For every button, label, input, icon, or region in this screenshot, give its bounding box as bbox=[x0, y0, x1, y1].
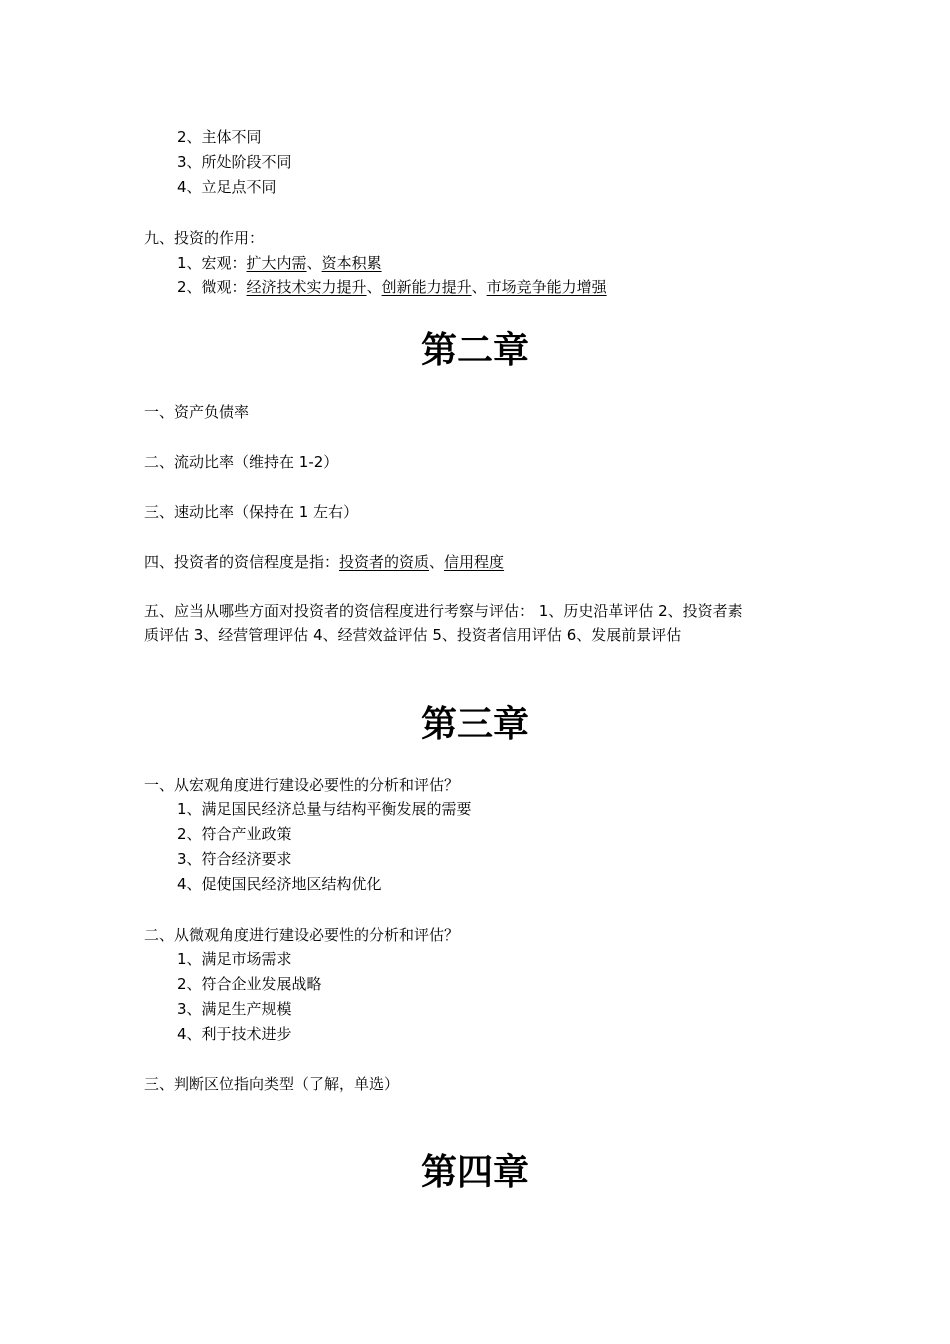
chapter-heading: 第二章 bbox=[420, 329, 529, 371]
underlined-term: 投资者的资质 bbox=[339, 553, 430, 571]
section-title: 九、投资的作用： bbox=[144, 229, 265, 247]
list-item bbox=[177, 277, 607, 297]
list-item bbox=[177, 253, 382, 273]
question: 一、从宏观角度进行建设必要性的分析和评估？ bbox=[144, 776, 460, 794]
list-item: 4、利于技术进步 bbox=[177, 1025, 292, 1043]
underlined-term: 信用程度 bbox=[444, 553, 505, 571]
list-item: 3、所处阶段不同 bbox=[177, 153, 292, 171]
paragraph bbox=[144, 552, 504, 572]
underlined-term: 创新能力提升 bbox=[381, 278, 472, 296]
paragraph: 三、速动比率（保持在 1 左右） bbox=[144, 503, 359, 521]
list-item: 2、主体不同 bbox=[177, 128, 262, 146]
item-prefix: 2、微观： bbox=[177, 278, 247, 296]
separator: 、 bbox=[306, 254, 322, 272]
underlined-term: 扩大内需 bbox=[246, 254, 307, 272]
paragraph: 二、流动比率（维持在 1-2） bbox=[144, 453, 339, 471]
underlined-term: 市场竞争能力增强 bbox=[486, 278, 607, 296]
list-item: 4、立足点不同 bbox=[177, 178, 277, 196]
underlined-term: 资本积累 bbox=[321, 254, 382, 272]
list-item: 1、满足市场需求 bbox=[177, 950, 292, 968]
paragraph-line: 五、应当从哪些方面对投资者的资信程度进行考察与评估： 1、历史沿革评估 2、投资者素 bbox=[144, 602, 743, 620]
question: 三、判断区位指向类型（了解，单选） bbox=[144, 1075, 400, 1093]
list-item: 1、满足国民经济总量与结构平衡发展的需要 bbox=[177, 800, 472, 818]
list-item: 2、符合产业政策 bbox=[177, 825, 292, 843]
item-prefix: 四、投资者的资信程度是指： bbox=[144, 553, 340, 571]
list-item: 4、促使国民经济地区结构优化 bbox=[177, 875, 382, 893]
list-item: 2、符合企业发展战略 bbox=[177, 975, 322, 993]
question: 二、从微观角度进行建设必要性的分析和评估？ bbox=[144, 926, 460, 944]
chapter-heading: 第三章 bbox=[420, 703, 529, 745]
list-item: 3、符合经济要求 bbox=[177, 850, 292, 868]
list-item: 3、满足生产规模 bbox=[177, 1000, 292, 1018]
separator: 、 bbox=[366, 278, 382, 296]
item-prefix: 1、宏观： bbox=[177, 254, 247, 272]
paragraph-line: 质评估 3、经营管理评估 4、经营效益评估 5、投资者信用评估 6、发展前景评估 bbox=[144, 626, 682, 644]
separator: 、 bbox=[471, 278, 487, 296]
paragraph: 一、资产负债率 bbox=[144, 403, 250, 421]
separator: 、 bbox=[429, 553, 445, 571]
underlined-term: 经济技术实力提升 bbox=[246, 278, 367, 296]
chapter-heading: 第四章 bbox=[420, 1151, 529, 1193]
